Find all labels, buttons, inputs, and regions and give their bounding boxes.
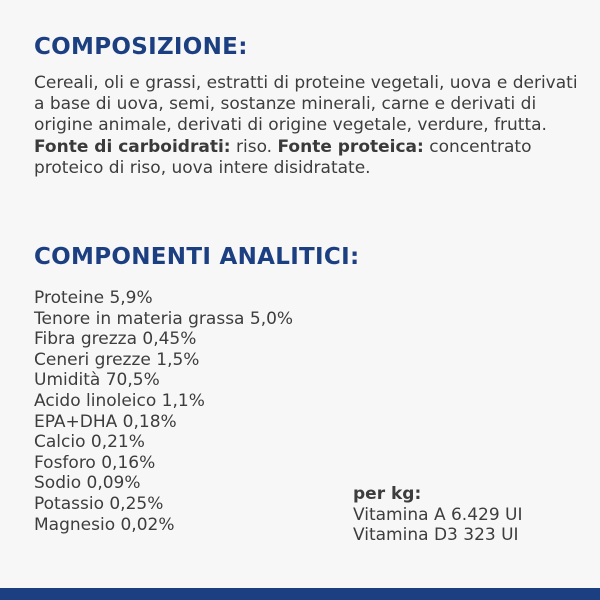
composition-text (34, 73, 584, 179)
composition-heading: COMPOSIZIONE: (34, 34, 248, 60)
per-kg-vitamins (353, 484, 523, 546)
list-item: Proteine 5,9% (34, 288, 153, 308)
footer-bar (0, 588, 600, 600)
protein-source-label: Fonte proteica: (277, 136, 424, 157)
analytical-components-heading: COMPONENTI ANALITICI: (34, 244, 360, 270)
list-item: Magnesio 0,02% (34, 514, 175, 535)
per-kg-label: per kg: (353, 484, 422, 504)
list-item: Ceneri grezze 1,5% (34, 349, 200, 370)
list-item: Fosforo 0,16% (34, 452, 156, 473)
list-item: Calcio 0,21% (34, 432, 145, 453)
analytical-components-list (34, 288, 293, 535)
list-item: Potassio 0,25% (34, 493, 164, 514)
vitamin-item: Vitamina A 6.429 UI (353, 504, 523, 525)
list-item: Fibra grezza 0,45% (34, 329, 197, 350)
list-item: Umidità 70,5% (34, 370, 160, 391)
carb-source-value: riso. (236, 136, 273, 157)
carb-source-label: Fonte di carboidrati: (34, 136, 231, 157)
list-item: Tenore in materia grassa 5,0% (34, 308, 294, 329)
protein-source-value: concentrato proteico di riso, uova intere disidratate. (34, 136, 532, 178)
list-item: Acido linoleico 1,1% (34, 390, 205, 411)
composition-ingredients: Cereali, oli e grassi, estratti di proteine vegetali, uova e derivati a base di uova, semi, sostanze minerali, carne e derivati di origine animale, derivati di origine vegetale, verdure, frutta. (34, 73, 578, 136)
list-item: Sodio 0,09% (34, 473, 141, 494)
list-item: EPA+DHA 0,18% (34, 411, 177, 432)
vitamin-item: Vitamina D3 323 UI (353, 525, 519, 546)
